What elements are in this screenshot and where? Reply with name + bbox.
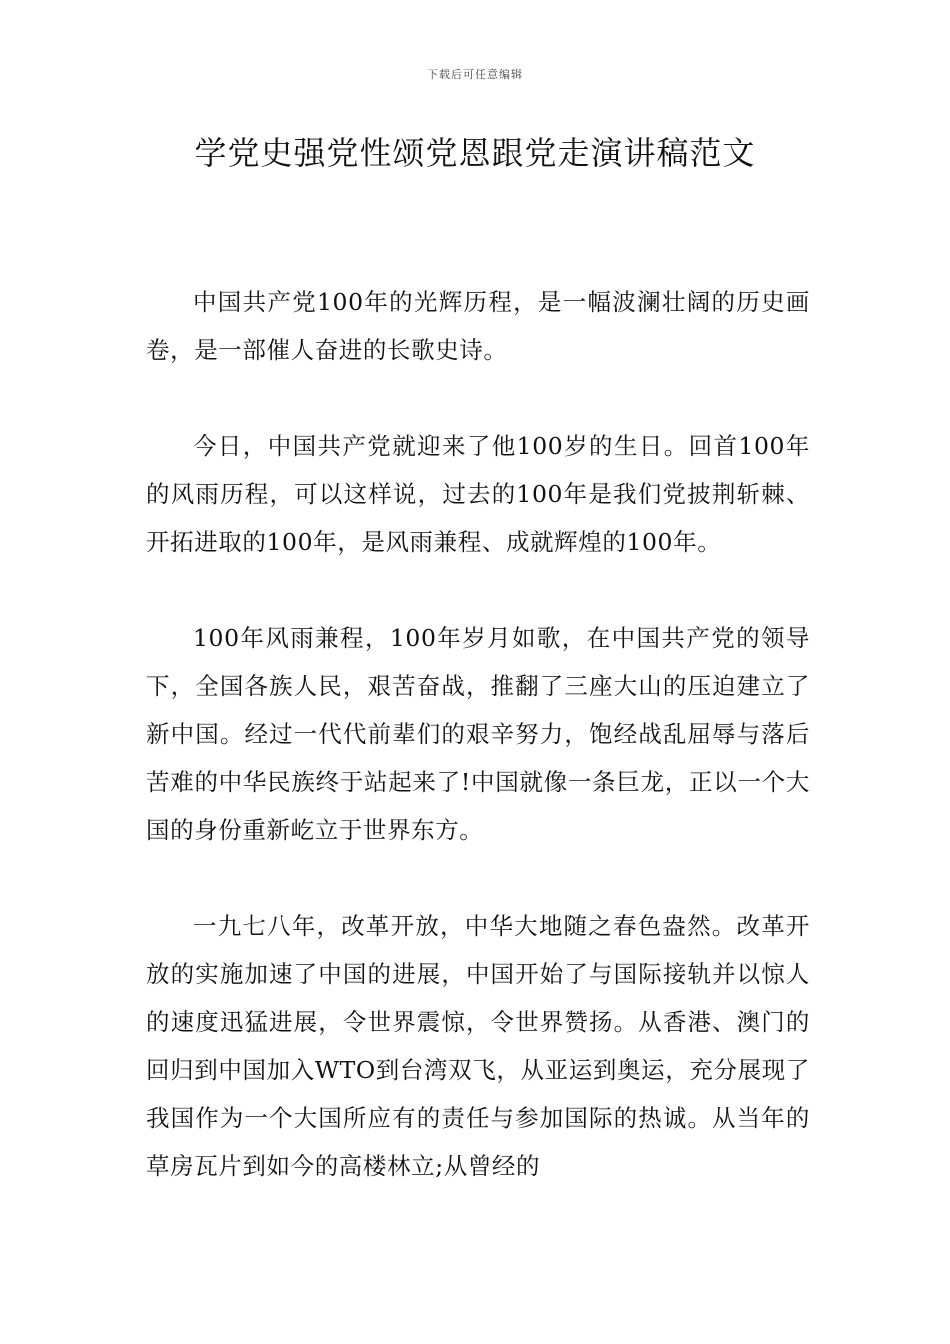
paragraph-4: 一九七八年，改革开放，中华大地随之春色盎然。改革开放的实施加速了中国的进展，中国开始了与国际接轨并以惊人的速度迅猛进展，令世界震惊，令世界赞扬。从香港、澳门的回归到中国加入WTO到台湾双飞，从亚运到奥运，充分展现了我国作为一个大国所应有的责任与参加国际的热诚。从当年的草房瓦片到如今的高楼林立;从曾经的 (146, 912, 810, 1180)
document-body (146, 278, 810, 1238)
header-note: 下载后可任意编辑 (427, 68, 523, 81)
paragraph-2: 今日，中国共产党就迎来了他100岁的生日。回首100年的风雨历程，可以这样说，过去的100年是我们党披荆斩棘、开拓进取的100年，是风雨兼程、成就辉煌的100年。 (146, 432, 810, 556)
document-title: 学党史强党性颂党恩跟党走演讲稿范文 (194, 134, 756, 172)
paragraph-1: 中国共产党100年的光辉历程，是一幅波澜壮阔的历史画卷，是一部催人奋进的长歌史诗。 (146, 288, 810, 364)
paragraph-3: 100年风雨兼程，100年岁月如歌，在中国共产党的领导下，全国各族人民，艰苦奋战，推翻了三座大山的压迫建立了新中国。经过一代代前辈们的艰辛努力，饱经战乱屈辱与落后苦难的中华民族终于站起来了!中国就像一条巨龙，正以一个大国的身份重新屹立于世界东方。 (146, 624, 810, 844)
